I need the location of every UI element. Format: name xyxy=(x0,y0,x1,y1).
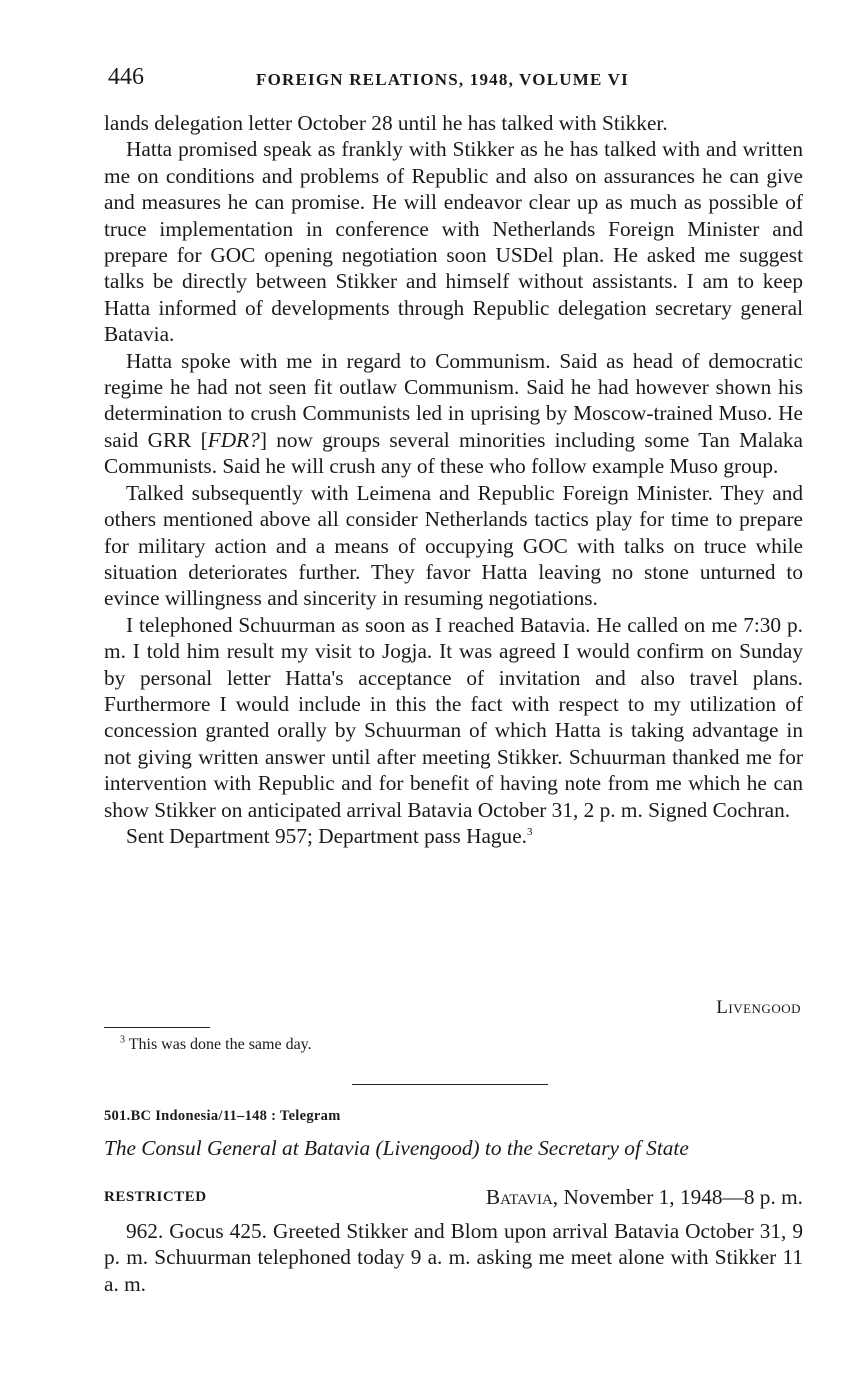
footnote xyxy=(120,1036,312,1054)
paragraph-communism-part2: ] now groups several minorities including some Tan Malaka Communists. Said he will crush any of these who follow example Muso group. xyxy=(104,427,803,479)
telegram-text xyxy=(104,1218,803,1297)
footnote-mark: 3 xyxy=(120,1034,125,1046)
body-text xyxy=(104,110,803,849)
dateline-place: Batavia, xyxy=(485,1185,559,1209)
signature: Livengood xyxy=(716,997,801,1018)
paragraph-leimena: Talked subsequently with Leimena and Republic Foreign Minister. They and others mentioned above all consider Netherlands tactics play for time to prepare for military action and a means of occupying GOC with talks on truce while situation deteriorates further. They favor Hatta leaving no stone unturned to evince willingness and sincerity in resuming negotiations. xyxy=(104,480,803,611)
running-head: FOREIGN RELATIONS, 1948, VOLUME VI xyxy=(256,70,629,89)
paragraph-communism-italic: FDR? xyxy=(207,427,260,452)
classification-label: RESTRICTED xyxy=(104,1189,207,1205)
page-number: 446 xyxy=(108,64,144,90)
document-title: The Consul General at Batavia (Livengood) to the Secretary of State xyxy=(104,1136,689,1160)
paragraph-schuurman: I telephoned Schuurman as soon as I reached Batavia. He called on me 7:30 p. m. I told him result my visit to Jogja. It was agreed I would confirm on Sunday by personal letter Hatta's acceptance of invitation and also travel plans. Furthermore I would include in this the fact with respect to my utilization of concession granted orally by Schuurman of which Hatta is taking advantage in not giving written answer until after meeting Stikker. Schuurman thanked me for intervention with Republic and for benefit of having note from me which he can show Stikker on anticipated arrival Batavia October 31, 2 p. m. Signed Cochran. xyxy=(104,612,803,822)
sent-department-text: Sent Department 957; Department pass Hague. xyxy=(126,823,527,848)
paragraph-communism xyxy=(104,348,803,480)
footnote-reference: 3 xyxy=(526,825,533,838)
paragraph-communism-part1: Hatta spoke with me in regard to Communism. Said as head of democratic regime he had not seen fit outlaw Communism. Said he had however shown his determination to crush Communists led in uprising by Moscow-trained Muso. He said GRR [ xyxy=(104,348,803,452)
telegram-paragraph: 962. Gocus 425. Greeted Stikker and Blom upon arrival Batavia October 31, 9 p. m. Schuurman telephoned today 9 a. m. asking me meet alone with Stikker 11 a. m. xyxy=(104,1219,803,1296)
file-reference: 501.BC Indonesia/11–148 : Telegram xyxy=(104,1108,341,1124)
paragraph-sent-department xyxy=(104,823,803,849)
footnote-divider xyxy=(104,1027,210,1028)
paragraph-continuation: lands delegation letter October 28 until he has talked with Stikker. xyxy=(104,111,668,135)
section-divider xyxy=(352,1084,548,1085)
dateline-date: November 1, 1948—8 p. m. xyxy=(563,1185,803,1209)
page-header xyxy=(108,64,803,94)
footnote-text: This was done the same day. xyxy=(128,1036,312,1053)
dateline xyxy=(486,1185,803,1210)
paragraph-hatta-promised: Hatta promised speak as frankly with Stikker as he has talked with and written me on conditions and problems of Republic and also on assurances he can give and measures he can promise. He will endeavor clear up as much as possible of truce implementation in conference with Netherlands Foreign Minister and prepare for GOC opening negotiation soon USDel plan. He asked me suggest talks be directly between Stikker and himself without assistants. I am to keep Hatta informed of developments through Republic delegation secretary general Batavia. xyxy=(104,137,803,347)
